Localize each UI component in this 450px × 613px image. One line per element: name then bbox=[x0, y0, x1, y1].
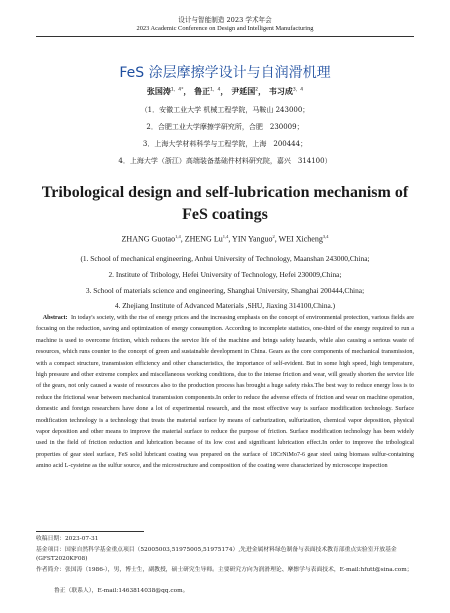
header-rule bbox=[36, 36, 414, 37]
footnote-funding: 基金项目：国家自然科学基金重点项目（52005003,51975005,51975174）,先进金属材料绿色制备与表面技术教育部重点实验室开放基金(GFST2020KF08) bbox=[36, 547, 397, 563]
en-authors: ZHANG Guotao$^{1,4}$, ZHENG Lu$^{1,4}$, YIN Yanguo$^2$, WEI Xicheng$^{3,4}$ bbox=[121, 234, 329, 244]
en-author: WEI Xicheng bbox=[278, 234, 323, 244]
cn-author: 尹延国 bbox=[231, 87, 256, 96]
cn-author-sup: 1，4 bbox=[210, 87, 221, 93]
en-title-line: Tribological design and self-lubrication mechanism of bbox=[41, 184, 409, 201]
abstract bbox=[36, 313, 414, 473]
conference-header-en: 2023 Academic Conference on Design and Intelligent Manufacturing bbox=[136, 25, 314, 32]
conference-header-cn: 设计与智能制造 2023 学术年会 bbox=[178, 16, 272, 24]
en-author: ZHANG Guotao bbox=[121, 234, 176, 244]
en-author-sup: 2 bbox=[272, 234, 275, 239]
en-author: ZHENG Lu bbox=[184, 234, 223, 244]
footnote-received: 收稿日期：2023-07-31 bbox=[36, 536, 99, 542]
footnote-rule bbox=[36, 531, 144, 532]
footnote-contact: 鲁正（联系人），E-mail:1463814038@qq.com。 bbox=[54, 588, 189, 594]
en-author: YIN Yanguo bbox=[232, 234, 273, 244]
cn-authors: 张国涛$^{1,4*}$， 鲁正$^{1,4}$， 尹延国$^2$， 韦习成$^{3,4}$ bbox=[146, 87, 304, 96]
en-affiliation: 2. Institute of Tribology, Hefei University of Technology, Hefei 230009,China; bbox=[108, 270, 342, 279]
abstract-label: Abstract: bbox=[42, 315, 68, 321]
en-author-sup: 1,4 bbox=[222, 234, 229, 239]
footnote-author-bio: 作者简介：张国涛（1986-），男，博士生，副教授，硕士研究生导师。主要研究方向为润滑理论、摩擦学与表面技术，E-mail:hfutt@sina.com； bbox=[36, 567, 413, 573]
cn-affiliation: 3．上海大学材料科学与工程学院，上海 200444； bbox=[142, 140, 308, 148]
en-title-line: FeS coatings bbox=[182, 206, 268, 223]
cn-affiliation: 4．上海大学（浙江）高端装备基础件材料研究院，嘉兴 314100） bbox=[118, 157, 332, 165]
cn-author: 韦习成 bbox=[268, 87, 293, 96]
en-author-sup: 3,4 bbox=[322, 234, 329, 239]
cn-affiliation: （1．安徽工业大学 机械工程学院，马鞍山 243000； bbox=[140, 106, 310, 114]
cn-author: 张国涛 bbox=[146, 87, 171, 96]
en-affiliation: (1. School of mechanical engineering, Anhui University of Technology, Maanshan 243000,China; bbox=[80, 254, 370, 263]
abstract-text: In today's society, with the rise of energy prices and the increasing emphasis on the concept of environmental protection, various fields are focusing on the reduction, saving and optimization of energy consumption. According to incomplete statistics, one-third of the energy required to run a machine is used to overcome friction, which reduces the service life of the machine and brings safety hazards, while also causing a serious waste of resources, which runs counter to the concept of green and sustainable development in China. Gears as the core components of mechanical transmission, with a compact structure, transmission efficiency and other characteristics, the importance of self-evident. But in some high speed, high temperature, high pressure and other extreme complex and miscellaneous working conditions, due to the intense friction and wear, will greatly shorten the service life of the gears, not only caused a waste of resources also to the production process has brought a huge safety risks.The best way to reduce energy loss is to reduce the frictional wear between mechanical transmission components.In order to reduce the adverse effects of friction and wear on machine operation, domestic and foreign researchers have done a lot of experimental research, and the most effective way is surface modification technology. Surface modification technology is a technology that treats the material surface by means of carburization, sulfurization, chemical vapor deposition, physical vapor deposition and other means to improve the material surface to reduce the purpose of friction. Surface modification technology has been widely used in the field of friction reduction and lubrication because of its low cost and significant lubrication effect.In order to improve the tribological properties of gear steel surface, FeS solid lubricant coating was prepared on the surface of 18CrNiMo7-6 gear steel using biomass sulfur-containing amino acid L-cysteine as the sulfur source, and the microstructure and composition of the coating were characterized by microscope inspection bbox=[36, 315, 414, 470]
en-affiliation: 4. Zhejiang Institute of Advanced Materials ,SHU, Jiaxing 314100,China.) bbox=[114, 301, 336, 310]
en-title bbox=[0, 182, 450, 226]
cn-author: 鲁正 bbox=[194, 87, 211, 96]
cn-affiliation: 2．合肥工业大学摩擦学研究所，合肥 230009； bbox=[146, 123, 304, 131]
cn-author-sup: 3，4 bbox=[292, 87, 304, 93]
cn-title: FeS 涂层摩擦学设计与自润滑机理 bbox=[119, 65, 331, 81]
cn-author-sup: 1，4* bbox=[170, 87, 184, 93]
cn-author-sup: 2 bbox=[255, 87, 259, 93]
en-author-sup: 1,4 bbox=[175, 234, 181, 239]
en-affiliation: 3. School of materials science and engineering, Shanghai University, Shanghai 200444,China; bbox=[85, 286, 365, 295]
